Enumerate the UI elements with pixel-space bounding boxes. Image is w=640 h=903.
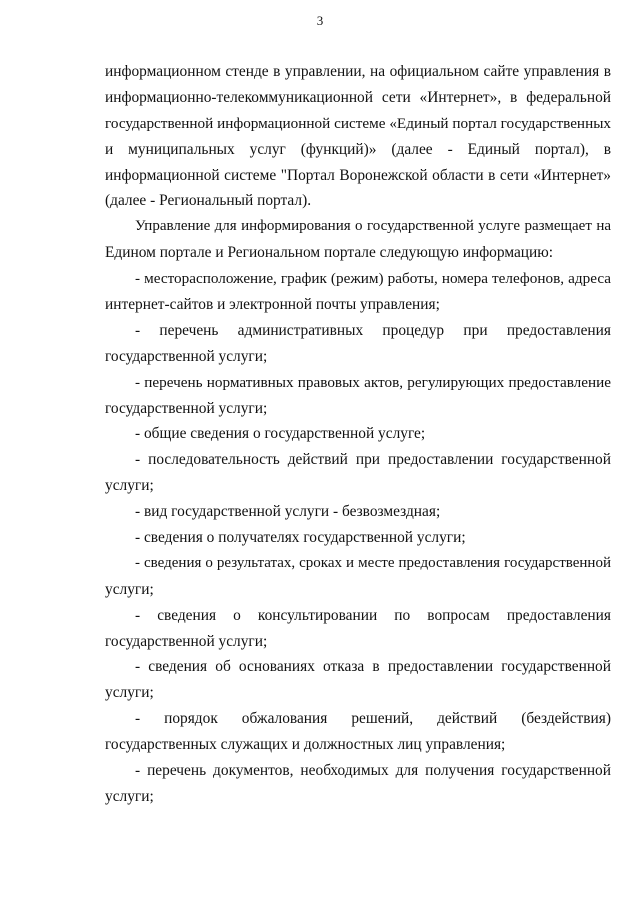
list-item-line: - перечень нормативных правовых актов, регулирующих предоставление xyxy=(135,373,611,391)
list-item-line: интернет-сайтов и электронной почты управления; xyxy=(105,296,440,314)
list-item-line: - перечень административных процедур при предоставления xyxy=(135,321,611,339)
list-item-line: - общие сведения о государственной услуге; xyxy=(135,425,426,443)
list-item-line: государственной услуги; xyxy=(105,399,268,417)
list-item-line: - сведения о консультировании по вопросам предоставления xyxy=(135,606,611,624)
text-line: и муниципальных услуг (функций)» (далее - Единый портал), в xyxy=(105,140,611,158)
list-item-line: - перечень документов, необходимых для получения государственной xyxy=(135,762,611,780)
list-item-line: государственных служащих и должностных лиц управления; xyxy=(105,736,506,754)
list-item-line: государственной услуги; xyxy=(105,632,268,650)
list-item-line: - сведения об основаниях отказа в предоставлении государственной xyxy=(135,658,611,676)
page-number: 3 xyxy=(316,13,324,28)
text-line: государственной информационной системе «Единый портал государственных xyxy=(105,114,611,132)
list-item-line: - сведения о результатах, сроках и месте предоставления государственной xyxy=(135,554,611,571)
list-item-line: услуги; xyxy=(105,684,154,702)
list-item-line: услуги; xyxy=(105,580,154,598)
text-line: (далее - Региональный портал). xyxy=(105,192,312,210)
list-item-line: - вид государственной услуги - безвозмездная; xyxy=(135,503,441,521)
list-item-line: государственной услуги; xyxy=(105,347,268,365)
text-line: информационной системе "Портал Воронежской области в сети «Интернет» xyxy=(105,166,611,184)
document-body xyxy=(105,59,611,810)
list-item-line: - последовательность действий при предоставлении государственной xyxy=(135,451,611,469)
text-line: информационном стенде в управлении, на официальном сайте управления в xyxy=(105,63,611,80)
list-item-line: услуги; xyxy=(105,477,154,495)
list-item-line: - сведения о получателях государственной услуги; xyxy=(135,529,466,547)
list-item-line: услуги; xyxy=(105,787,154,805)
text-line: информационно-телекоммуникационной сети «Интернет», в федеральной xyxy=(105,88,611,106)
list-item-line: - месторасположение, график (режим) работы, номера телефонов, адреса xyxy=(135,270,611,288)
text-line: Едином портале и Региональном портале следующую информацию: xyxy=(105,244,554,262)
list-item-line: - порядок обжалования решений, действий (бездействия) xyxy=(135,710,611,728)
text-line: Управление для информирования о государственной услуге размещает на xyxy=(135,218,611,235)
